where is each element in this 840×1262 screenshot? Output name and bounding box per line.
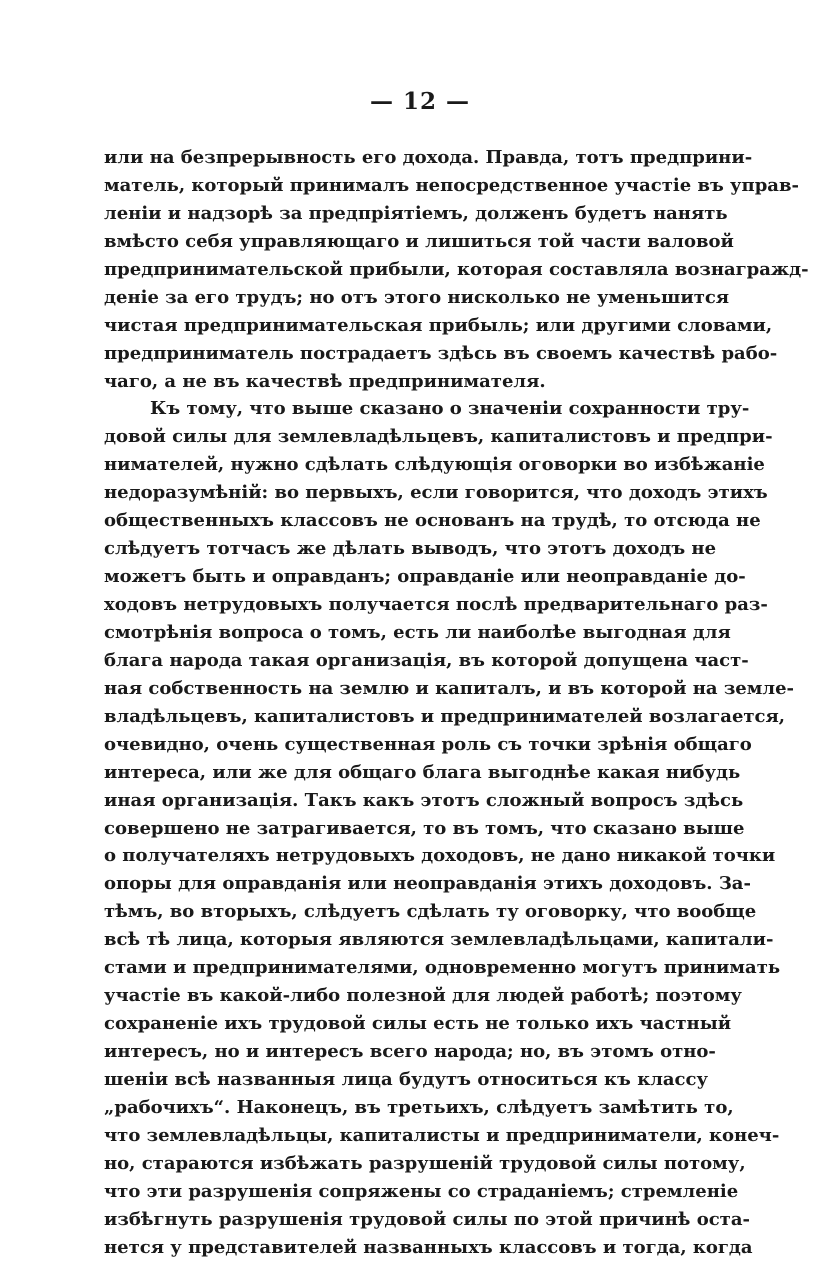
text-line: опоры для оправданія или неоправданія этихъ доходовъ. За-: [104, 873, 751, 895]
text-line: всѣ тѣ лица, которыя являются землевладѣльцами, капитали-: [104, 929, 774, 951]
text-line: общественныхъ классовъ не основанъ на трудѣ, то отсюда не: [104, 510, 761, 532]
text-line: интереса, или же для общаго блага выгоднѣе какая нибудь: [104, 761, 741, 783]
text-line: нется у представителей названныхъ классовъ и тогда, когда: [104, 1236, 753, 1258]
text-line: сохраненіе ихъ трудовой силы есть не только ихъ частный: [104, 1013, 732, 1035]
text-line: тѣмъ, во вторыхъ, слѣдуетъ сдѣлать ту оговорку, что вообще: [104, 901, 757, 923]
text-line: или на безпрерывность его дохода. Правда, тотъ предприни-: [104, 147, 753, 168]
text-line: недоразумѣній: во первыхъ, если говорится, что доходъ этихъ: [104, 482, 768, 504]
text-line: чистая предпринимательская прибыль; или другими словами,: [104, 314, 773, 336]
text-line: но, стараются избѣжать разрушеній трудовой силы потому,: [104, 1152, 746, 1174]
text-line: очевидно, очень существенная роль съ точки зрѣнія общаго: [104, 733, 752, 755]
text-line: нимателей, нужно сдѣлать слѣдующія оговорки во избѣжаніе: [104, 454, 765, 476]
text-line: владѣльцевъ, капиталистовъ и предпринимателей возлагается,: [104, 705, 786, 727]
text-line: избѣгнуть разрушенія трудовой силы по этой причинѣ оста-: [104, 1208, 750, 1230]
text-line: „рабочихъ“. Наконецъ, въ третьихъ, слѣдуетъ замѣтить то,: [104, 1096, 734, 1118]
text-line: предпринимательской прибыли, которая составляла вознагражд-: [104, 258, 809, 280]
text-line: леніи и надзорѣ за предпріятіемъ, долженъ будетъ нанять: [104, 202, 728, 224]
page-number: — 12 —: [369, 88, 471, 115]
text-line: интересъ, но и интересъ всего народа; но, въ этомъ отно-: [104, 1041, 716, 1062]
text-line: стами и предпринимателями, одновременно могутъ принимать: [104, 957, 781, 979]
text-line: вмѣсто себя управляющаго и лишиться той части валовой: [104, 230, 734, 252]
text-line: шеніи всѣ названныя лица будутъ относиться къ классу: [104, 1068, 708, 1090]
text-line: совершено не затрагивается, то въ томъ, что сказано выше: [104, 817, 745, 839]
text-line: довой силы для землевладѣльцевъ, капиталистовъ и предпри-: [104, 426, 773, 448]
text-line: ная собственность на землю и капиталъ, и въ которой на земле-: [104, 677, 795, 699]
text-line: что эти разрушенія сопряжены со страданіемъ; стремленіе: [104, 1180, 739, 1202]
text-line: что землевладѣльцы, капиталисты и предприниматели, конеч-: [104, 1124, 780, 1146]
text-line: смотрѣнія вопроса о томъ, есть ли наиболѣе выгодная для: [104, 621, 731, 643]
text-line: чаго, а не въ качествѣ предпринимателя.: [104, 370, 546, 392]
text-line: матель, который принималъ непосредственное участіе въ управ-: [104, 174, 799, 196]
text-line: иная организація. Такъ какъ этотъ сложный вопросъ здѣсь: [104, 789, 744, 811]
text-line: блага народа такая организація, въ которой допущена част-: [104, 649, 749, 671]
body-text: [104, 144, 809, 1262]
text-line: можетъ быть и оправданъ; оправданіе или неоправданіе до-: [104, 566, 746, 588]
paragraph-start-line: Къ тому, что выше сказано о значеніи сохранности тру-: [150, 398, 750, 420]
text-line: ходовъ нетрудовыхъ получается послѣ предварительнаго раз-: [104, 594, 768, 615]
text-line: о получателяхъ нетрудовыхъ доходовъ, не дано никакой точки: [104, 845, 776, 867]
text-line: предприниматель пострадаетъ здѣсь въ своемъ качествѣ рабо-: [104, 342, 778, 364]
text-line: участіе въ какой-либо полезной для людей работѣ; поэтому: [104, 985, 742, 1007]
text-line: деніе за его трудъ; но отъ этого нисколько не уменьшится: [104, 286, 730, 308]
text-line: слѣдуетъ тотчасъ же дѣлать выводъ, что этотъ доходъ не: [104, 538, 717, 560]
